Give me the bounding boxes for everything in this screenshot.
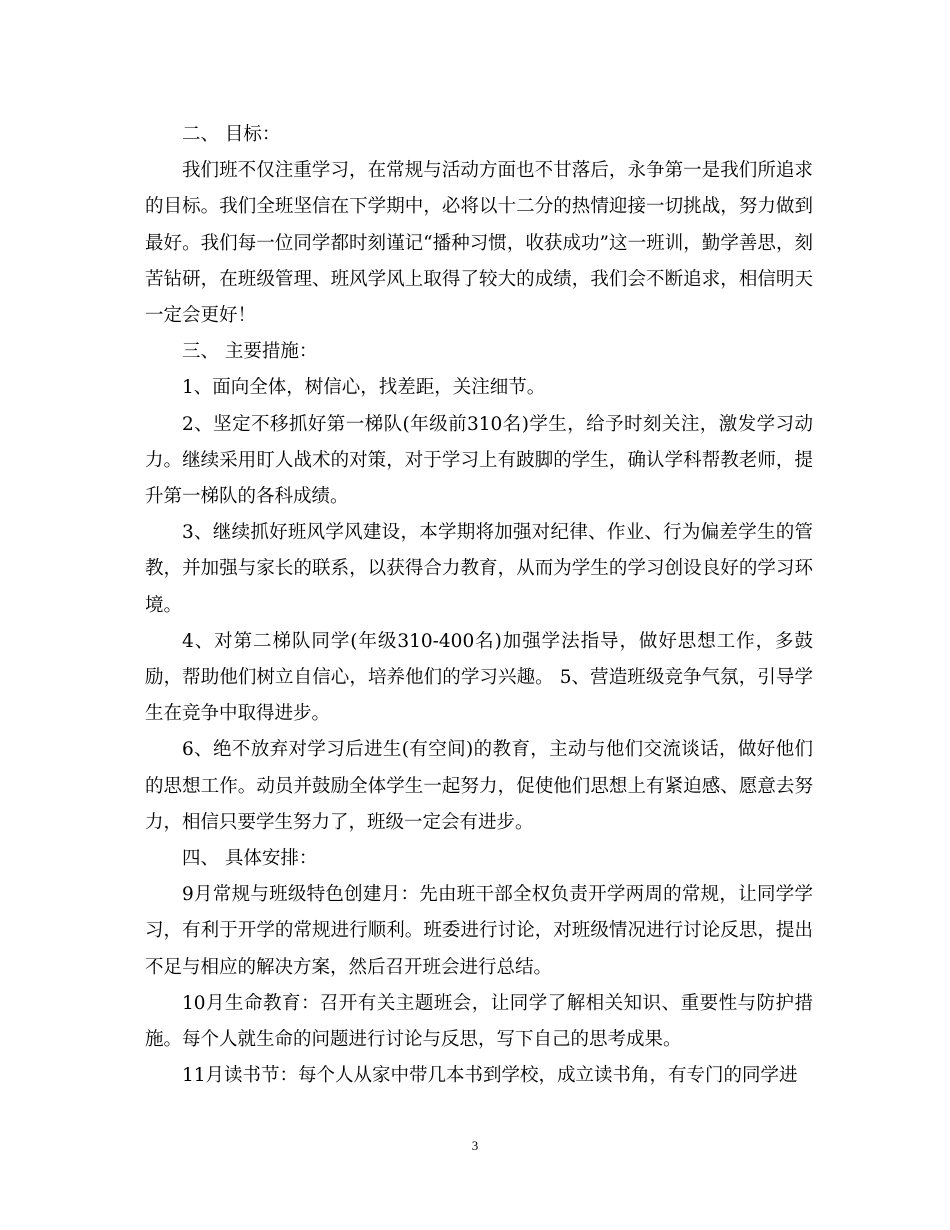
paragraph-measure-4-5: 4、对第二梯队同学(年级310-400名)加强学法指导，做好思想工作，多鼓励，帮助他们树立自信心，培养他们的学习兴趣。 5、营造班级竞争气氛，引导学生在竞争中取得进步。 [145,630,813,725]
paragraph-november: 11月读书节：每个人从家中带几本书到学校，成立读书角，有专门的同学进 [182,1065,798,1087]
paragraph-measure-3: 3、继续抓好班风学风建设，本学期将加强对纪律、作业、行为偏差学生的管教，并加强与家长的联系，以获得合力教育，从而为学生的学习创设良好的学习环境。 [145,522,813,616]
page-number: 3 [471,1138,479,1153]
paragraph-september: 9月常规与班级特色创建月：先由班干部全权负责开学两周的常规，让同学学习，有利于开学的常规进行顺利。班委进行讨论，对班级情况进行讨论反思，提出不足与相应的解决方案，然后召开班会进行总结。 [145,884,813,978]
heading-schedule: 四、 具体安排： [182,848,318,870]
paragraph-measure-2: 2、坚定不移抓好第一梯队(年级前310名)学生，给予时刻关注，激发学习动力。继续采用盯人战术的对策，对于学习上有跛脚的学生，确认学科帮教老师，提升第一梯队的各科成绩。 [145,413,813,508]
paragraph-goals-body: 我们班不仅注重学习，在常规与活动方面也不甘落后，永争第一是我们所追求的目标。我们全班坚信在下学期中，必将以十二分的热情迎接一切挑战，努力做到最好。我们每一位同学都时刻谨记“播种习惯，收获成功”这一班训，勤学善思，刻苦钻研，在班级管理、班风学风上取得了较大的成绩，我们会不断追求，相信明天一定会更好！ [145,160,813,327]
document-body [145,117,813,1094]
paragraph-october: 10月生命教育：召开有关主题班会，让同学了解相关知识、重要性与防护措施。每个人就生命的问题进行讨论与反思，写下自己的思考成果。 [145,992,813,1051]
heading-goals: 二、 目标： [182,124,281,145]
paragraph-measure-6: 6、绝不放弃对学习后进生(有空间)的教育，主动与他们交流谈话，做好他们的思想工作。动员并鼓励全体学生一起努力，促使他们思想上有紧迫感、愿意去努力，相信只要学生努力了，班级一定会有进步。 [145,739,813,833]
heading-measures: 三、 主要措施： [182,341,318,363]
paragraph-measure-1: 1、面向全体，树信心，找差距，关注细节。 [182,377,546,399]
